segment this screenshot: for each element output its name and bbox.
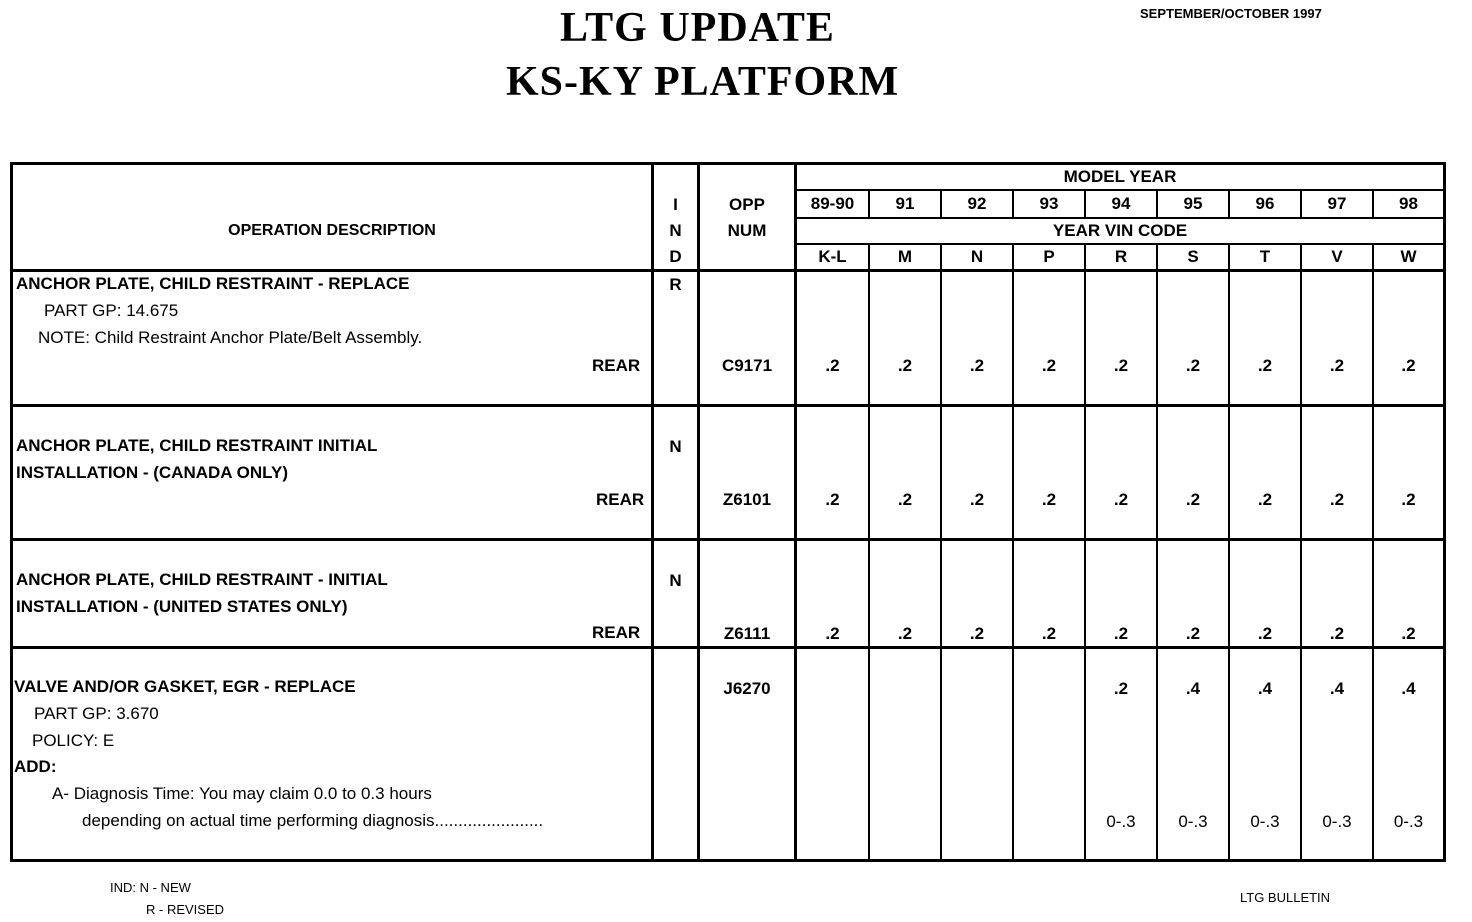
row-add-value: [870, 809, 940, 835]
row-ind: N: [669, 571, 682, 590]
row-value: .2: [1113, 624, 1129, 643]
row-value: .2: [1185, 624, 1201, 643]
row-value: .2: [825, 356, 840, 375]
row-position: REAR: [596, 490, 645, 509]
row-value: .2: [1329, 356, 1345, 375]
ind-legend-new: IND: N - NEW: [110, 880, 191, 895]
row-opp-num: Z6111: [723, 624, 771, 643]
year-header: 92: [967, 194, 987, 213]
row-ind: [654, 676, 697, 700]
opp-header-opp: OPP: [729, 195, 765, 214]
row-add-value: [797, 809, 868, 835]
row-part-group: PART GP: 3.670: [34, 704, 159, 723]
row-value: .2: [1113, 679, 1129, 698]
opp-header-num: NUM: [727, 221, 767, 240]
row-add-value: 0-.3: [1393, 812, 1424, 831]
row-add-value: 0-.3: [1106, 812, 1136, 831]
vin-code: R: [1114, 247, 1128, 266]
model-year-header: MODEL YEAR: [1063, 166, 1177, 186]
row-add-label: ADD:: [14, 757, 57, 776]
row-policy: POLICY: E: [32, 731, 115, 750]
row-add-value: [1014, 809, 1084, 835]
row-description-title: ANCHOR PLATE, CHILD RESTRAINT INITIAL: [16, 436, 378, 455]
year-header: 95: [1183, 194, 1203, 213]
row-value: .2: [1041, 356, 1057, 375]
row-value: .2: [1401, 624, 1416, 643]
ind-header-i: I: [673, 195, 678, 214]
page-title-line1: LTG UPDATE: [560, 5, 835, 51]
vin-code: P: [1043, 247, 1055, 266]
row-value: .2: [1329, 624, 1345, 643]
row-value: .4: [1329, 679, 1345, 698]
row-value: .2: [1113, 356, 1129, 375]
row-value: [870, 676, 940, 702]
row-value: .2: [1041, 490, 1057, 509]
row-value: .2: [1257, 356, 1273, 375]
row-ind: N: [669, 437, 682, 456]
year-header: 91: [895, 194, 915, 213]
row-value: .2: [969, 356, 985, 375]
row-add-value: [942, 809, 1012, 835]
row-value: .4: [1257, 679, 1273, 698]
row-description-title: INSTALLATION - (CANADA ONLY): [16, 463, 288, 482]
row-value: .2: [1041, 624, 1057, 643]
row-description-title: INSTALLATION - (UNITED STATES ONLY): [16, 597, 348, 616]
row-position: REAR: [592, 623, 641, 642]
ind-legend-revised: R - REVISED: [146, 902, 225, 917]
year-header: 94: [1111, 194, 1131, 213]
vin-code: W: [1400, 247, 1417, 266]
row-value: .2: [1185, 490, 1201, 509]
row-value: .2: [1113, 490, 1129, 509]
row-value: .2: [969, 624, 985, 643]
year-header: 89-90: [810, 194, 855, 213]
row-value: .4: [1185, 679, 1201, 698]
row-note: NOTE: Child Restraint Anchor Plate/Belt Assembly.: [38, 328, 423, 347]
ind-header-d: D: [669, 247, 682, 266]
year-header: 98: [1399, 194, 1418, 213]
row-part-group: PART GP: 14.675: [44, 301, 179, 320]
row-opp-num: J6270: [723, 679, 771, 698]
vin-code: K-L: [818, 247, 847, 266]
vin-code: N: [970, 247, 984, 266]
row-ind: R: [669, 275, 682, 294]
row-add-value: 0-.3: [1322, 812, 1352, 831]
row-value: .2: [1401, 490, 1416, 509]
row-add-note: A- Diagnosis Time: You may claim 0.0 to 0.3 hours: [52, 784, 432, 803]
row-value: .4: [1401, 679, 1416, 698]
row-description-title: ANCHOR PLATE, CHILD RESTRAINT - REPLACE: [16, 274, 410, 293]
row-value: .2: [825, 624, 840, 643]
row-value: .2: [897, 624, 913, 643]
row-opp-num: C9171: [721, 356, 773, 375]
op-desc-header: OPERATION DESCRIPTION: [228, 222, 436, 239]
vin-code: V: [1331, 247, 1343, 266]
year-header: 97: [1327, 194, 1347, 213]
row-value: .2: [1185, 356, 1201, 375]
row-value: .2: [825, 490, 840, 509]
row-add-value: 0-.3: [1250, 812, 1280, 831]
row-value: [1014, 676, 1084, 702]
vin-code-header: YEAR VIN CODE: [1052, 220, 1188, 240]
row-add-value: 0-.3: [1178, 812, 1208, 831]
vin-code: M: [897, 247, 913, 266]
bulletin-date: SEPTEMBER/OCTOBER 1997: [1140, 6, 1322, 21]
row-value: [797, 676, 868, 702]
row-value: .2: [1257, 490, 1273, 509]
row-position: REAR: [592, 356, 641, 375]
row-value: [942, 676, 1012, 702]
year-header: 93: [1039, 194, 1059, 213]
ind-header-n: N: [669, 221, 682, 240]
row-description-title: VALVE AND/OR GASKET, EGR - REPLACE: [14, 677, 356, 696]
row-value: .2: [897, 356, 913, 375]
row-value: .2: [1257, 624, 1273, 643]
row-description-title: ANCHOR PLATE, CHILD RESTRAINT - INITIAL: [16, 570, 388, 589]
row-value: .2: [1329, 490, 1345, 509]
row-value: .2: [969, 490, 985, 509]
year-header: 96: [1255, 194, 1275, 213]
row-value: .2: [1401, 356, 1416, 375]
row-value: .2: [897, 490, 913, 509]
page-title-line2: KS-KY PLATFORM: [506, 59, 900, 105]
row-add-note: depending on actual time performing diagnosis.......................: [82, 811, 544, 830]
vin-code: T: [1259, 247, 1271, 266]
row-opp-num: Z6101: [722, 490, 772, 509]
vin-code: S: [1187, 247, 1199, 266]
bulletin-footer: LTG BULLETIN: [1240, 890, 1331, 905]
